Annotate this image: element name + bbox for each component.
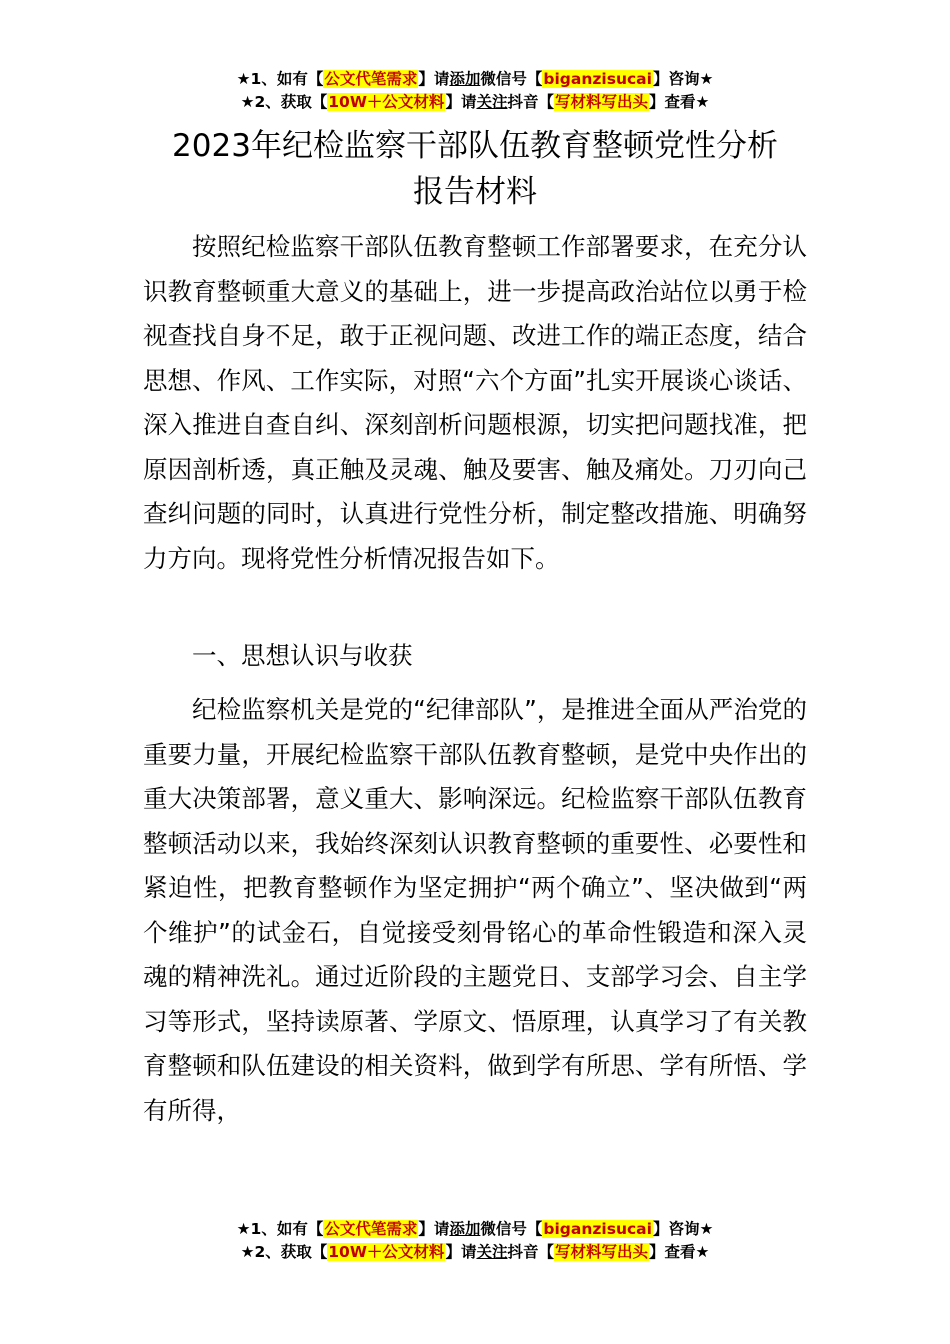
- document-title: [100, 123, 850, 215]
- footer-line-1-suffix: 】咨询★: [652, 1220, 714, 1238]
- header-line-2-prefix: ★2、获取【: [240, 93, 328, 111]
- footer-line-1-underline: 添加: [449, 1220, 481, 1238]
- footer-line-2: [0, 1241, 950, 1264]
- footer-line-1: [0, 1218, 950, 1241]
- footer-line-2-mid2: 抖音【: [507, 1243, 554, 1261]
- header-line-1-highlight-service: 公文代笔需求: [324, 70, 418, 88]
- section-heading-1-text: 一、思想认识与收获: [192, 641, 413, 670]
- header-line-1-prefix: ★1、如有【: [236, 70, 324, 88]
- header-line-2-mid2: 抖音【: [507, 93, 554, 111]
- footer-line-2-underline: 关注: [476, 1243, 508, 1261]
- footer-line-1-mid: 】请: [418, 1220, 450, 1238]
- header-line-2: [0, 91, 950, 114]
- header-line-2-suffix: 】查看★: [649, 93, 710, 111]
- paragraph-2-text: 纪检监察机关是党的“纪律部队”，是推进全面从严治党的重要力量，开展纪检监察干部队伍教育整顿，是党中央作出的重大决策部署，意义重大、影响深远。纪检监察干部队伍教育整顿活动以来，我始终深刻认识教育整顿的重要性、必要性和紧迫性，把教育整顿作为坚定拥护“两个确立”、坚决做到“两个维护”的试金石，自觉接受刻骨铭心的革命性锻造和深入灵魂的精神洗礼。通过近阶段的主题党日、支部学习会、自主学习等形式，坚持读原著、学原文、悟原理，认真学习了有关教育整顿和队伍建设的相关资料，做到学有所思、学有所悟、学有所得，: [143, 695, 807, 1125]
- footer-line-2-mid: 】请: [445, 1243, 477, 1261]
- header-line-1-suffix: 】咨询★: [652, 70, 714, 88]
- footer-line-1-prefix: ★1、如有【: [236, 1220, 324, 1238]
- header-line-2-highlight-douyin: 写材料写出头: [554, 93, 648, 111]
- section-heading-1: [143, 634, 807, 679]
- document-title-line-1: 2023年纪检监察干部队伍教育整顿党性分析: [172, 128, 778, 164]
- footer-line-2-highlight-douyin: 写材料写出头: [554, 1243, 648, 1261]
- document-title-line-2: 报告材料: [413, 174, 537, 210]
- header-line-1-underline: 添加: [449, 70, 481, 88]
- footer-line-2-highlight-materials: 10W＋公文材料: [328, 1243, 445, 1261]
- footer-line-1-highlight-wechat: biganzisucai: [543, 1220, 652, 1238]
- paragraph-1-text: 按照纪检监察干部队伍教育整顿工作部署要求，在充分认识教育整顿重大意义的基础上，进一步提高政治站位以勇于检视查找自身不足，敢于正视问题、改进工作的端正态度，结合思想、作风、工作实际，对照“六个方面”扎实开展谈心谈话、深入推进自查自纠、深刻剖析问题根源，切实把问题找准，把原因剖析透，真正触及灵魂、触及要害、触及痛处。刀刃向己查纠问题的同时，认真进行党性分析，制定整改措施、明确努力方向。现将党性分析情况报告如下。: [143, 232, 807, 573]
- footer-line-1-highlight-service: 公文代笔需求: [324, 1220, 418, 1238]
- header-line-2-highlight-materials: 10W＋公文材料: [328, 93, 445, 111]
- header-line-2-underline: 关注: [476, 93, 508, 111]
- body-paragraph-2: [143, 688, 807, 1133]
- header-line-1-mid: 】请: [418, 70, 450, 88]
- body-paragraph-1: [143, 225, 807, 581]
- header-banner: [0, 68, 950, 114]
- header-line-1-mid2: 微信号【: [480, 70, 543, 88]
- footer-line-1-mid2: 微信号【: [480, 1220, 543, 1238]
- header-line-2-mid: 】请: [445, 93, 477, 111]
- footer-line-2-suffix: 】查看★: [649, 1243, 710, 1261]
- header-line-1: [0, 68, 950, 91]
- header-line-1-highlight-wechat: biganzisucai: [543, 70, 652, 88]
- footer-banner: [0, 1218, 950, 1264]
- footer-line-2-prefix: ★2、获取【: [240, 1243, 328, 1261]
